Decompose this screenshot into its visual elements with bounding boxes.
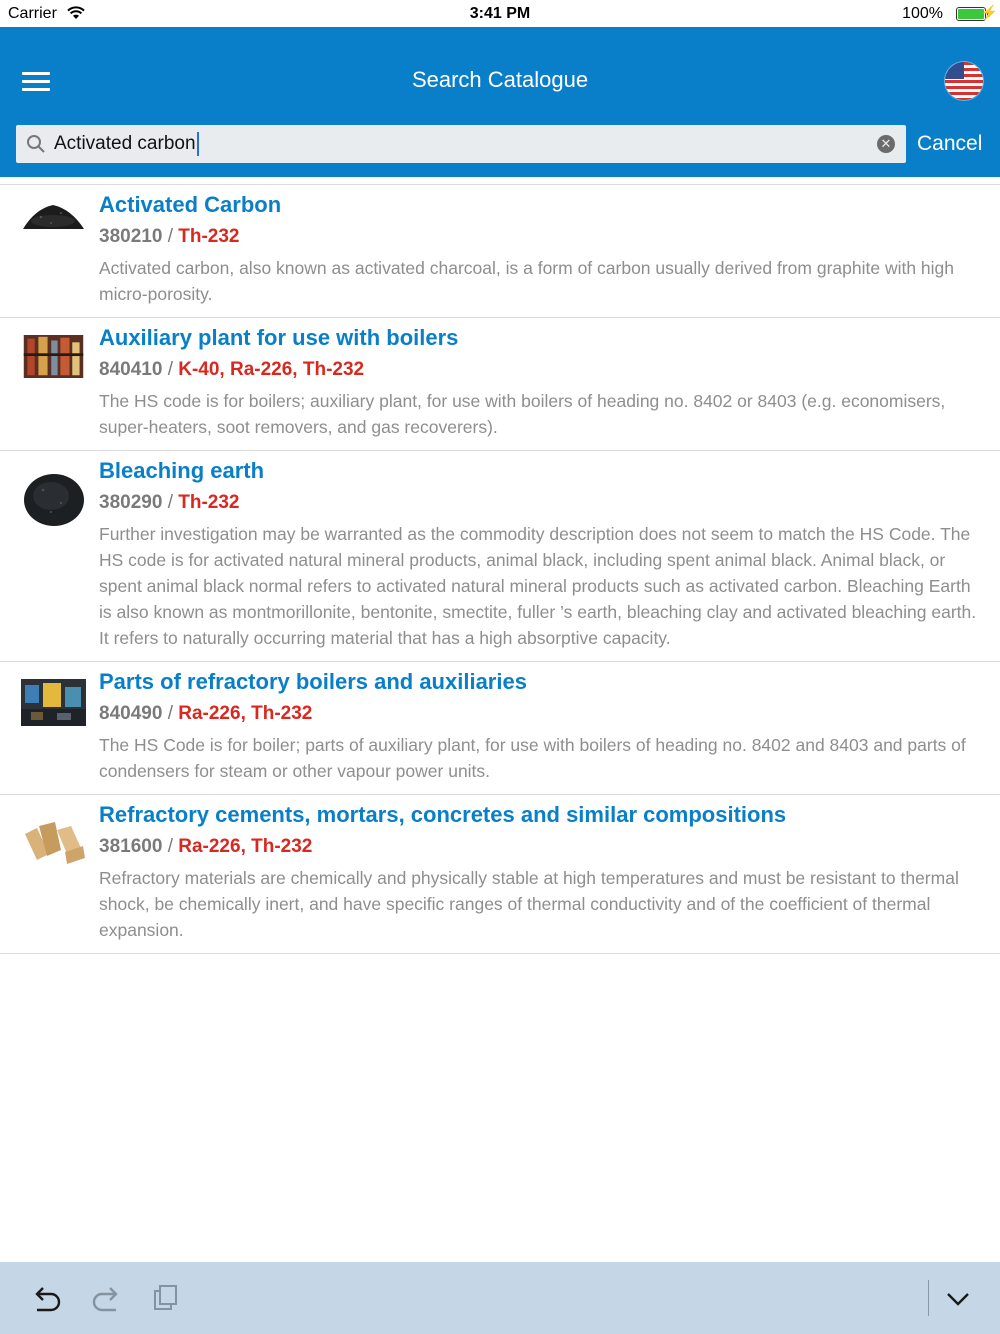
item-title: Parts of refractory boilers and auxiliaries (99, 669, 527, 694)
item-title: Bleaching earth (99, 458, 265, 483)
item-title: Refractory cements, mortars, concretes and similar compositions (99, 802, 787, 827)
item-title: Auxiliary plant for use with boilers (99, 325, 459, 350)
status-bar (0, 0, 1000, 27)
results-list (0, 184, 1000, 954)
code-separator: / (167, 703, 173, 724)
bleaching-earth-thumbnail (21, 468, 86, 528)
item-code-line (99, 835, 982, 859)
nuclide-list: Ra-226, Th-232 (178, 836, 313, 857)
item-code-line (99, 225, 982, 249)
list-item[interactable] (0, 795, 1000, 954)
code-separator: / (167, 836, 173, 857)
item-description: Further investigation may be warranted as the commodity description does not seem to match the HS Code. The HS code is for activated natural mineral products, animal black, including spent animal black. Animal black, or spent animal black normal refers to activated natural mineral products such as activated carbon. Bleaching Earth is also known as montmorillonite, bentonite, smectite, fuller ’s earth, bleaching clay and activated bleaching earth. It refers to naturally occurring material that has a high absorptive capacity. (99, 524, 977, 648)
item-description: The HS Code is for boiler; parts of auxiliary plant, for use with boilers of heading no. 8402 and 8403 and parts of condensers for steam or other vapour power units. (99, 735, 966, 781)
nuclide-list: Ra-226, Th-232 (178, 703, 313, 724)
item-code-line (99, 702, 982, 726)
boiler-plant-thumbnail (21, 335, 86, 378)
chevron-down-icon[interactable] (940, 1280, 976, 1316)
us-flag-icon[interactable] (945, 62, 983, 100)
hs-code: 380210 (99, 226, 163, 247)
list-item[interactable] (0, 451, 1000, 662)
search-bar[interactable] (16, 125, 906, 163)
code-separator: / (167, 492, 173, 513)
item-description: Activated carbon, also known as activated charcoal, is a form of carbon usually derived from graphite with high micro-porosity. (99, 258, 955, 304)
page-title: Search Catalogue (411, 67, 589, 92)
nuclide-list: Th-232 (178, 226, 240, 247)
activated-carbon-thumbnail (21, 191, 86, 238)
search-icon (26, 134, 46, 154)
boiler-parts-thumbnail (21, 679, 86, 726)
redo-icon[interactable] (88, 1280, 124, 1316)
undo-icon[interactable] (29, 1280, 65, 1316)
nuclide-list: Th-232 (178, 492, 240, 513)
cancel-button[interactable]: Cancel (917, 132, 983, 155)
clear-icon[interactable]: ✕ (877, 135, 895, 153)
hs-code: 840410 (99, 359, 163, 380)
hs-code: 380290 (99, 492, 163, 513)
status-time: 3:41 PM (469, 5, 531, 22)
list-item[interactable] (0, 662, 1000, 795)
search-input-value: Activated carbon (54, 133, 196, 154)
text-caret (197, 132, 199, 156)
refractory-bricks-thumbnail (21, 812, 86, 868)
carrier-label: Carrier (8, 5, 57, 22)
code-separator: / (167, 359, 173, 380)
battery-percent: 100% (902, 5, 943, 22)
item-description: The HS code is for boilers; auxiliary plant, for use with boilers of heading no. 8402 or 8403 (e.g. economisers, super-heaters, soot removers, and gas recoverers). (99, 391, 946, 437)
list-item[interactable] (0, 318, 1000, 451)
item-title: Activated Carbon (99, 192, 282, 217)
list-item[interactable] (0, 185, 1000, 318)
hs-code: 381600 (99, 836, 163, 857)
item-code-line (99, 491, 982, 515)
nuclide-list: K-40, Ra-226, Th-232 (178, 359, 365, 380)
item-code-line (99, 358, 982, 382)
hs-code: 840490 (99, 703, 163, 724)
paste-icon[interactable] (148, 1280, 184, 1316)
code-separator: / (167, 226, 173, 247)
toolbar-divider (928, 1280, 929, 1316)
item-description: Refractory materials are chemically and physically stable at high temperatures and must be resistant to thermal shock, be chemically inert, and have specific ranges of thermal conductivity and of the coefficient of thermal expansion. (99, 868, 959, 940)
search-input[interactable] (54, 125, 854, 163)
charging-icon: ⚡ (980, 4, 998, 20)
nav-header (0, 27, 1000, 177)
keyboard-toolbar (0, 1262, 1000, 1334)
